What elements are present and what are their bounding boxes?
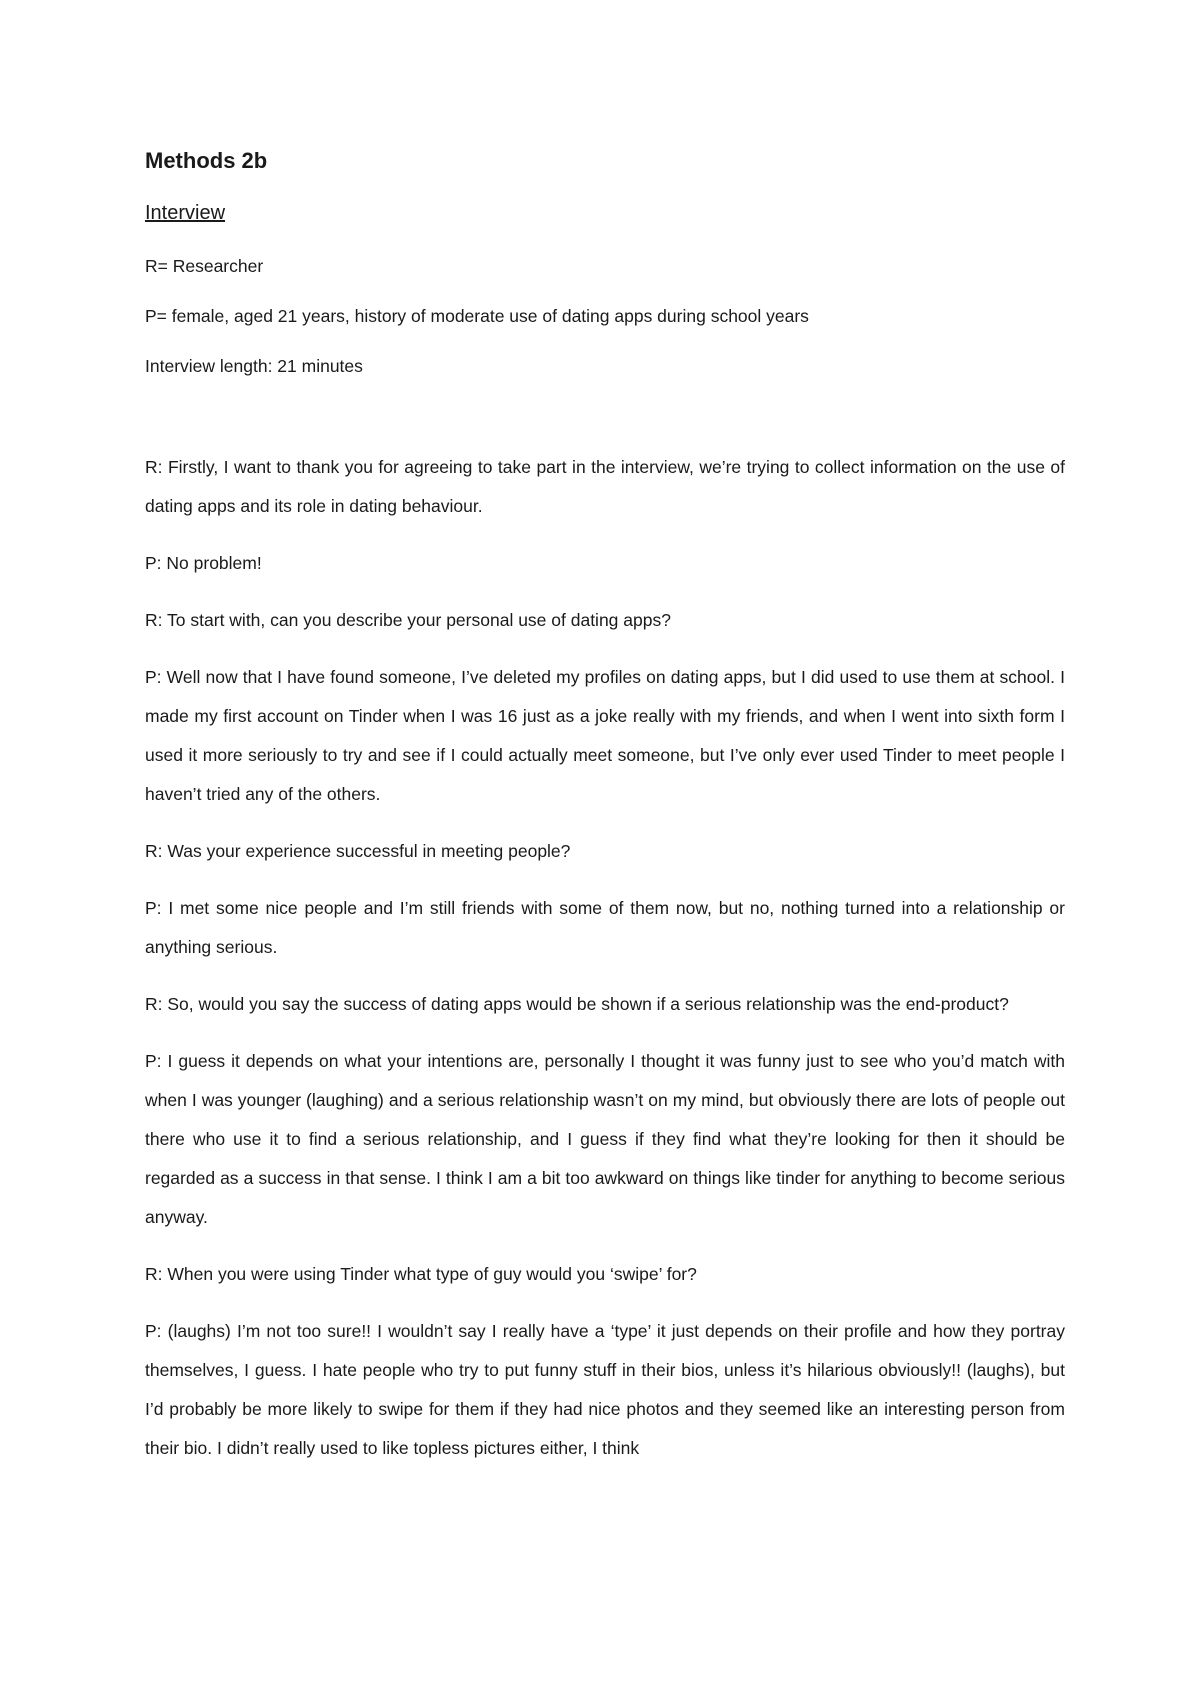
transcript-turn: P: Well now that I have found someone, I’ve deleted my profiles on dating apps, but I did used to use them at school. I made my first account on Tinder when I was 16 just as a joke really with my friends, and when I went into sixth form I used it more seriously to try and see if I could actually meet someone, but I’ve only ever used Tinder to meet people I haven’t tried any of the others. [145, 667, 1065, 804]
transcript-turn: R: When you were using Tinder what type of guy would you ‘swipe’ for? [145, 1264, 697, 1284]
transcript-turn: R: Was your experience successful in meeting people? [145, 841, 571, 861]
transcript-turn: R: So, would you say the success of dating apps would be shown if a serious relationship was the end-product? [145, 994, 1009, 1014]
transcript-turn: P: I guess it depends on what your intentions are, personally I thought it was funny just to see who you’d match with when I was younger (laughing) and a serious relationship wasn’t on my mind, but obviously there are lots of people out there who use it to find a serious relationship, and I guess if they find what they’re looking for then it should be regarded as a success in that sense. I think I am a bit too awkward on things like tinder for anything to become serious anyway. [145, 1051, 1065, 1227]
transcript-turn: P: No problem! [145, 553, 262, 573]
section-heading-interview: Interview [145, 202, 226, 224]
transcript-turn: P: (laughs) I’m not too sure!! I wouldn’t say I really have a ‘type’ it just depends on their profile and how they portray themselves, I guess. I hate people who try to put funny stuff in their bios, unless it’s hilarious obviously!! (laughs), but I’d probably be more likely to swipe for them if they had nice photos and they seemed like an interesting person from their bio. I didn’t really used to like topless pictures either, I think [145, 1321, 1065, 1458]
meta-researcher: R= Researcher [145, 256, 264, 276]
interview-transcript [145, 448, 1065, 1468]
transcript-turn: R: Firstly, I want to thank you for agreeing to take part in the interview, we’re trying to collect information on the use of dating apps and its role in dating behaviour. [145, 457, 1065, 516]
meta-participant: P= female, aged 21 years, history of moderate use of dating apps during school years [145, 306, 809, 326]
document-title: Methods 2b [145, 148, 268, 173]
meta-length: Interview length: 21 minutes [145, 356, 363, 376]
transcript-turn: R: To start with, can you describe your personal use of dating apps? [145, 610, 671, 630]
document-page [145, 146, 1065, 1486]
transcript-turn: P: I met some nice people and I’m still friends with some of them now, but no, nothing turned into a relationship or anything serious. [145, 898, 1065, 957]
